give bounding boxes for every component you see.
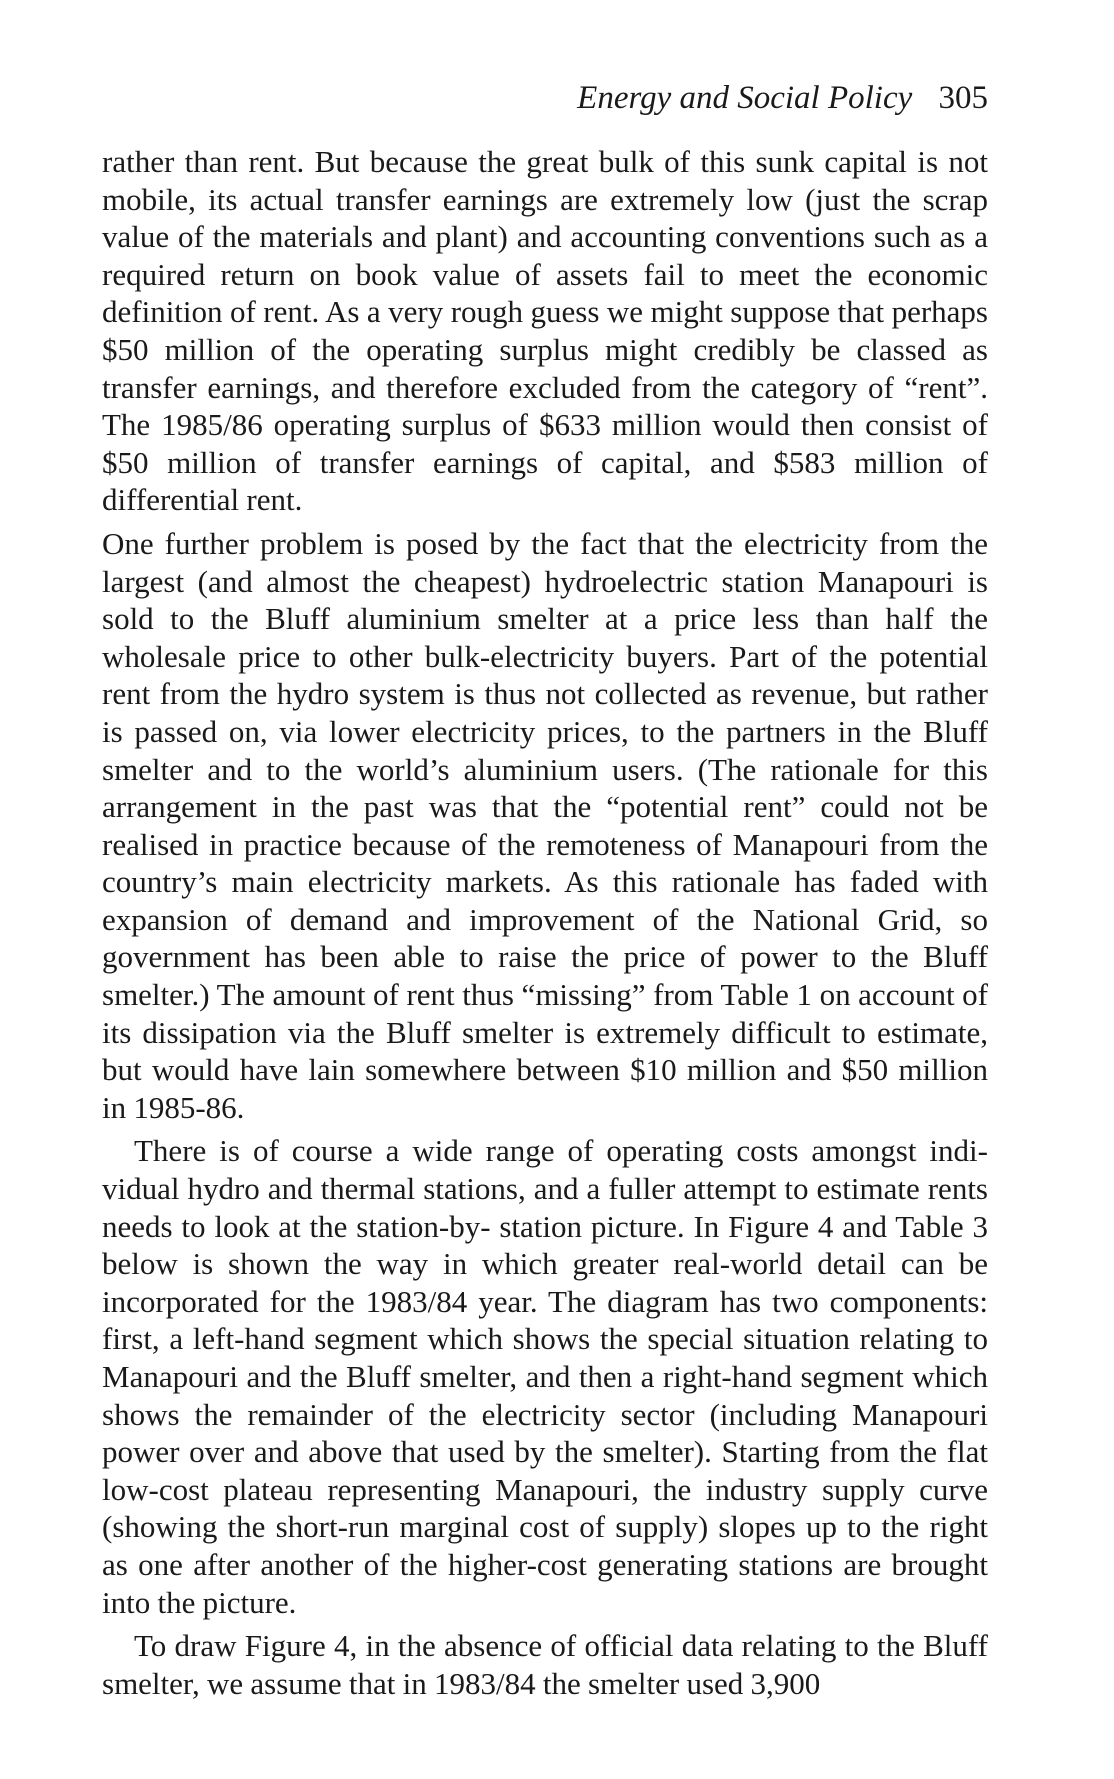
paragraph-continued: rather than rent. But because the great bulk of this sunk capital is not mobile, its actual transfer earnings are extremely low (just the scrap value of the materials and plant) and accounting conventions such as a required return on book value of assets fail to meet the economic definition of rent. As a very rough guess we might suppose that perhaps $50 million of the operating surplus might credibly be classed as transfer earnings, and therefore excluded from the category of “rent”. The 1985/86 operating surplus of $633 million would then consist of $50 million of transfer earnings of capital, and $583 million of differential rent. xyxy=(102,144,988,518)
paragraph-bluff-smelter: One further problem is posed by the fact that the electricity from the largest (and almost the cheapest) hydroelectric station Manapouri is sold to the Bluff aluminium smelter at a price less than half the wholesale price to other bulk-electricity buyers. Part of the potential rent from the hydro system is thus not collected as revenue, but rather is passed on, via lower electricity prices, to the partners in the Bluff smelter and to the world’s aluminium users. (The rationale for this arrangement in the past was that the “potential rent” could not be realised in practice because of the remoteness of Manapouri from the country’s main electricity markets. As this rationale has faded with expansion of demand and improvement of the National Grid, so government has been able to raise the price of power to the Bluff smelter.) The amount of rent thus “missing” from Table 1 on account of its dissipation via the Bluff smelter is extremely difficult to estimate, but would have lain somewhere between $10 million and $50 million in 1985-86. xyxy=(102,525,988,1125)
running-title: Energy and Social Policy xyxy=(577,80,913,116)
body-text xyxy=(102,143,988,1702)
paragraph-figure-4: To draw Figure 4, in the absence of official data relating to the Bluff smelter, we assume that in 1983/84 the smelter used 3,900 xyxy=(102,1628,988,1701)
paragraph-station-costs: There is of course a wide range of operating costs amongst individual hydro and thermal stations, and a fuller attempt to estimate rents needs to look at the station-by- station picture. In Figure 4 and Table 3 below is shown the way in which greater real-world detail can be incorporated for the 1983/84 year. The diagram has two components: first, a left-hand segment which shows the special situation relating to Manapouri and the Bluff smelter, and then a right-hand segment which shows the remainder of the electricity sector (including Manapouri power over and above that used by the smelter). Starting from the flat low-cost plateau representing Manapouri, the industry supply curve (showing the short-run marginal cost of supply) slopes up to the right as one after another of the higher-cost generating stations are brought into the picture. xyxy=(102,1133,988,1620)
page-number: 305 xyxy=(938,80,988,116)
running-head xyxy=(102,78,988,118)
